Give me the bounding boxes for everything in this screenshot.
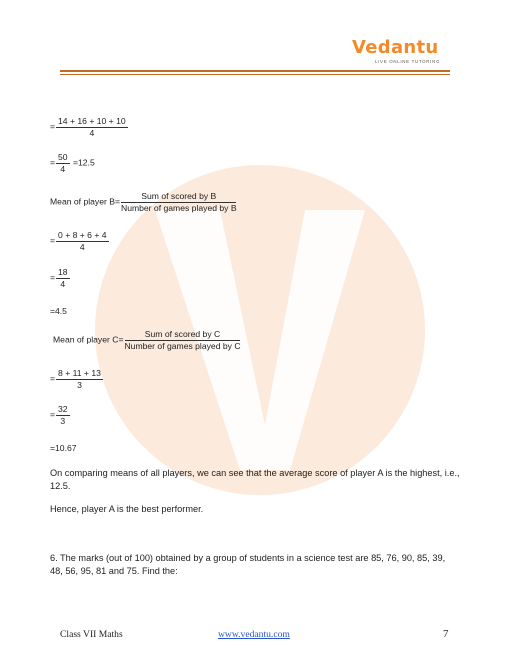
fraction-numerator: 32	[58, 404, 68, 414]
header-rule-thin	[60, 74, 450, 75]
conclusion-paragraph: Hence, player A is the best performer.	[50, 504, 204, 514]
fraction-numerator: 0 + 8 + 6 + 4	[58, 230, 107, 240]
question-6: 6. The marks (out of 100) obtained by a group of students in a science test are 85, 76, 90, 85, 39, 48, 56, 95, 81 and 75. Find the:	[50, 553, 446, 576]
step-a-result: = $\frac{50}{4}$ =12.5	[50, 152, 95, 174]
fraction-numerator: 18	[58, 267, 68, 277]
fraction-denominator: 4	[89, 127, 95, 138]
fraction-numerator: Sum of scored by B	[121, 192, 236, 203]
mean-b-formula: Mean of player B= $\frac{\text{Sum of scored by B}}{\text{Number of games played by B}}$	[50, 191, 237, 213]
mean-c-formula: Mean of player C= $\frac{\text{Sum of scored by C}}{\text{Number of games played by C}}$	[53, 329, 241, 351]
step-b-sum: = $\frac{0 + 8 + 6 + 4}{4}$	[50, 230, 107, 252]
footer-link[interactable]: www.vedantu.com	[218, 629, 290, 640]
step-c-sum: = $\frac{8 + 11 + 13}{3}$	[50, 368, 101, 390]
comparison-paragraph: On comparing means of all players, we can see that the average score of player A is the highest, i.e., 12.5.	[50, 468, 460, 491]
fraction-denominator: 4	[60, 163, 66, 174]
result-c: =10.67	[50, 443, 77, 453]
fraction-denominator: 4	[60, 278, 66, 289]
page-number: 7	[443, 628, 449, 640]
brand-tagline: LIVE ONLINE TUTORING	[375, 59, 441, 64]
step-c-fraction: = $\frac{32}{3}$	[50, 404, 68, 426]
fraction-numerator: 8 + 11 + 13	[58, 368, 101, 378]
fraction-numerator: Sum of scored by C	[125, 330, 240, 341]
fraction-denominator: 3	[60, 415, 66, 426]
fraction-numerator: 14 + 16 + 10 + 10	[58, 116, 126, 126]
step-b-fraction: = $\frac{18}{4}$	[50, 267, 68, 289]
brand-logo: Vedantu	[352, 37, 439, 58]
fraction-denominator: 3	[77, 379, 82, 390]
fraction-denominator: Number of games played by C	[124, 340, 241, 351]
fraction-denominator: 4	[79, 241, 85, 252]
fraction-denominator: Number of games played by B	[120, 202, 237, 213]
header-rule	[60, 70, 450, 72]
fraction-numerator: 50	[58, 152, 68, 162]
result-b: =4.5	[50, 306, 67, 316]
step-a-sum: = $\frac{14 + 16 + 10 + 10}{4}$	[50, 116, 126, 138]
footer-class: Class VII Maths	[60, 629, 123, 640]
